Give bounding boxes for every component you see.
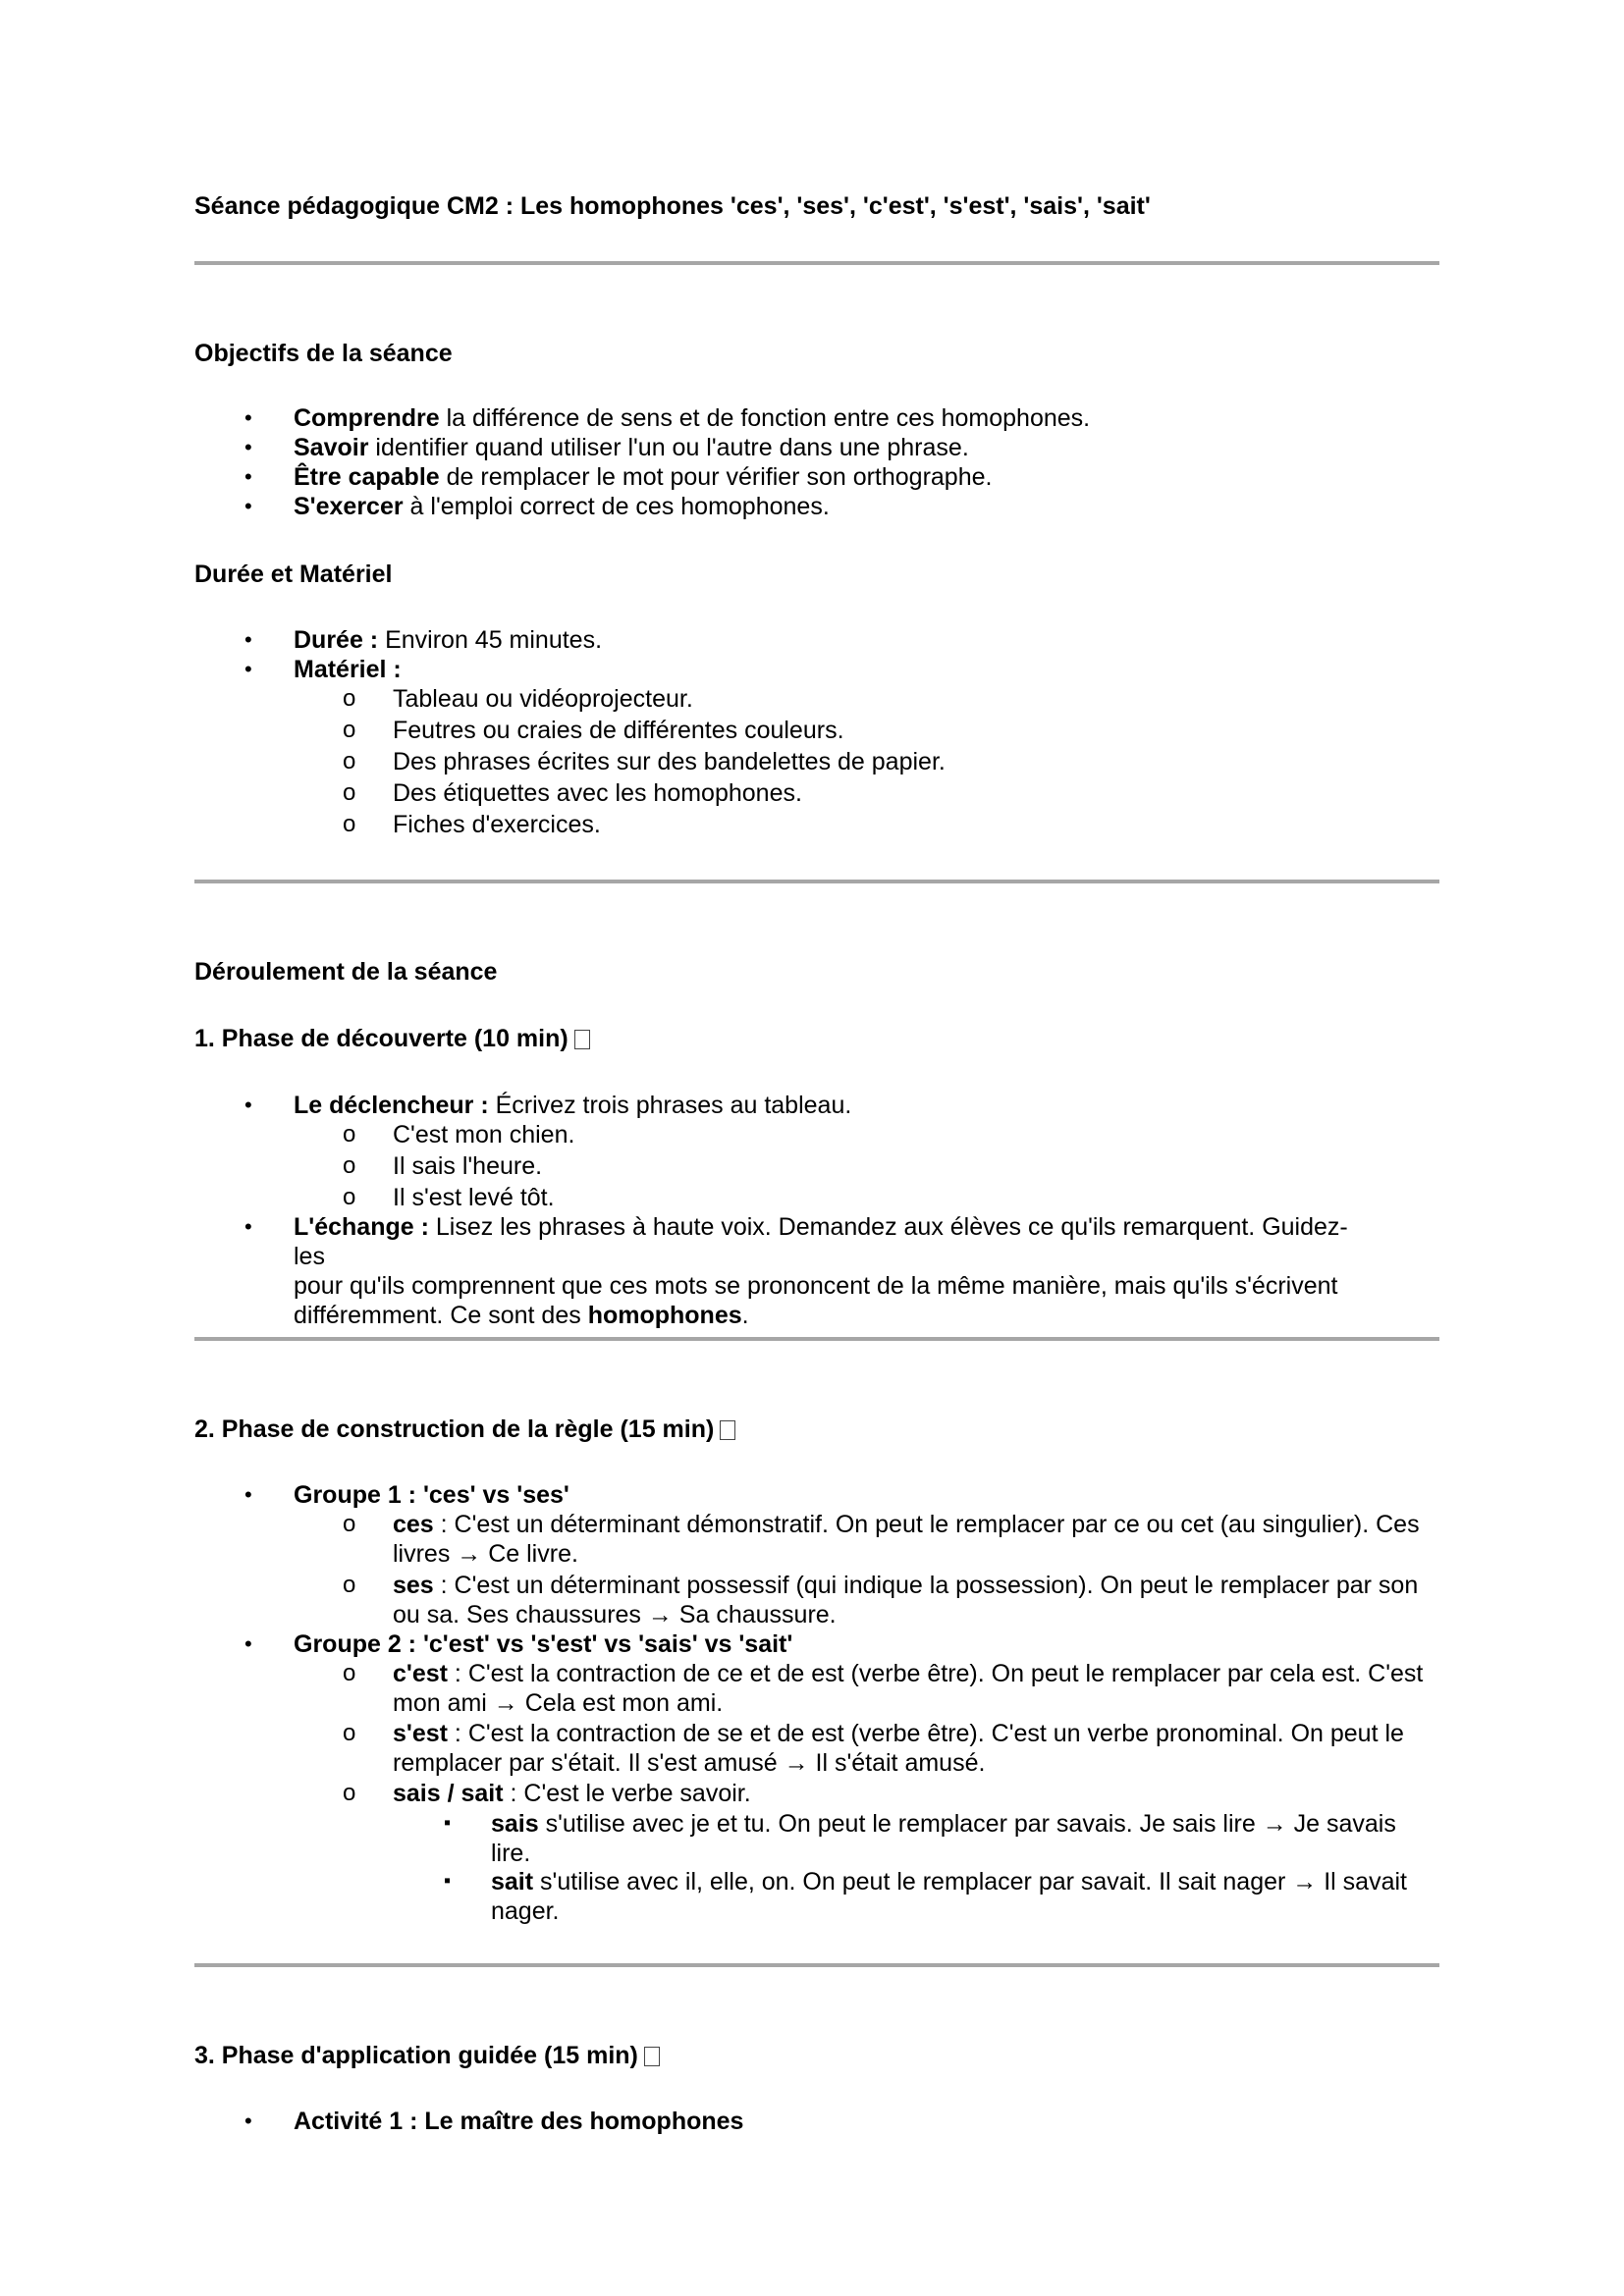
list-item: o Fiches d'exercices. [343,811,601,838]
bullet-icon: o [343,1780,356,1806]
bullet-icon: o [343,779,356,806]
list-item: • Groupe 1 : 'ces' vs 'ses' [244,1481,569,1509]
list-item: • Le déclencheur : Écrivez trois phrases au tableau. [244,1092,852,1119]
bullet-icon: o [343,1184,356,1210]
list-item: o Feutres ou craies de différentes couleurs. [343,717,844,744]
bullet-icon: • [244,1482,252,1507]
bullet-icon: o [343,1511,356,1537]
bullet-icon: o [343,1660,356,1686]
missing-glyph-icon [720,1420,735,1440]
list-item: o sais / sait : C'est le verbe savoir. [343,1780,751,1807]
list-item: • S'exercer à l'emploi correct de ces homophones. [244,493,830,520]
list-item: • Être capable de remplacer le mot pour vérifier son orthographe. [244,463,993,491]
bullet-icon: • [244,435,252,459]
bullet-icon: o [343,811,356,837]
list-item: o c'est : C'est la contraction de ce et de est (verbe être). On peut le remplacer par cela est. C'est mon ami → Cela est mon ami. [343,1660,1424,1717]
list-item: o Des étiquettes avec les homophones. [343,779,802,807]
bullet-icon: o [343,685,356,712]
bullet-icon: • [244,405,252,430]
list-item: o Tableau ou vidéoprojecteur. [343,685,693,713]
list-item: o Il sais l'heure. [343,1152,543,1180]
document-title: Séance pédagogique CM2 : Les homophones 'ces', 'ses', 'c'est', 's'est', 'sais', 'sait' [194,192,1151,220]
missing-glyph-icon [574,1030,590,1049]
list-item: o s'est : C'est la contraction de se et de est (verbe être). C'est un verbe pronominal. On peut le remplacer par s'était. Il s'est amusé → Il s'était amusé. [343,1720,1404,1777]
bullet-icon: ▪ [444,1812,452,1834]
bullet-icon: • [244,1093,252,1117]
bullet-icon: ▪ [444,1870,452,1892]
bullet-icon: • [244,627,252,652]
bullet-icon: o [343,748,356,774]
list-item: • Groupe 2 : 'c'est' vs 's'est' vs 'sais' vs 'sait' [244,1630,793,1658]
missing-glyph-icon [644,2047,660,2066]
bullet-icon: o [343,1152,356,1179]
list-item: o Des phrases écrites sur des bandelettes de papier. [343,748,946,775]
bullet-icon: o [343,717,356,743]
phase-heading-1: 1. Phase de découverte (10 min) [194,1025,590,1053]
list-item: ▪ sais s'utilise avec je et tu. On peut le remplacer par savais. Je sais lire → Je savais lire. [444,1810,1396,1867]
section-heading-duree: Durée et Matériel [194,561,393,588]
bullet-icon: o [343,1121,356,1148]
horizontal-rule [194,880,1439,883]
section-heading-objectifs: Objectifs de la séance [194,340,453,367]
horizontal-rule [194,1963,1439,1967]
list-item: o ces : C'est un déterminant démonstratif. On peut le remplacer par ce ou cet (au singulier). Ces livres → Ce livre. [343,1511,1420,1568]
horizontal-rule [194,261,1439,265]
bullet-icon: o [343,1720,356,1746]
list-item: o Il s'est levé tôt. [343,1184,555,1211]
list-item: ▪ sait s'utilise avec il, elle, on. On peut le remplacer par savait. Il sait nager → Il savait nager. [444,1868,1407,1925]
list-item: • Activité 1 : Le maître des homophones [244,2108,744,2135]
bullet-icon: • [244,1631,252,1656]
phase-heading-2: 2. Phase de construction de la règle (15 min) [194,1415,735,1444]
bullet-icon: • [244,1214,252,1239]
bullet-icon: • [244,2109,252,2133]
list-item: o ses : C'est un déterminant possessif (qui indique la possession). On peut le remplacer par son ou sa. Ses chaussures → Sa chaussure. [343,1572,1419,1629]
list-item: • L'échange : Lisez les phrases à haute voix. Demandez aux élèves ce qu'ils remarquent. Guidez-les pour qu'ils comprennent que ces mots se prononcent de la même manière, mais qu'ils s'écrivent différemment. Ce sont des homophones. [244,1213,1348,1329]
section-heading-deroulement: Déroulement de la séance [194,958,498,986]
bullet-icon: • [244,464,252,489]
list-item: • Comprendre la différence de sens et de fonction entre ces homophones. [244,404,1091,432]
list-item: o C'est mon chien. [343,1121,575,1148]
list-item: • Matériel : [244,656,402,683]
horizontal-rule [194,1337,1439,1341]
list-item: • Savoir identifier quand utiliser l'un ou l'autre dans une phrase. [244,434,969,461]
bullet-icon: • [244,494,252,518]
bullet-icon: • [244,657,252,681]
list-item: • Durée : Environ 45 minutes. [244,626,603,654]
phase-heading-3: 3. Phase d'application guidée (15 min) [194,2042,660,2070]
bullet-icon: o [343,1572,356,1598]
